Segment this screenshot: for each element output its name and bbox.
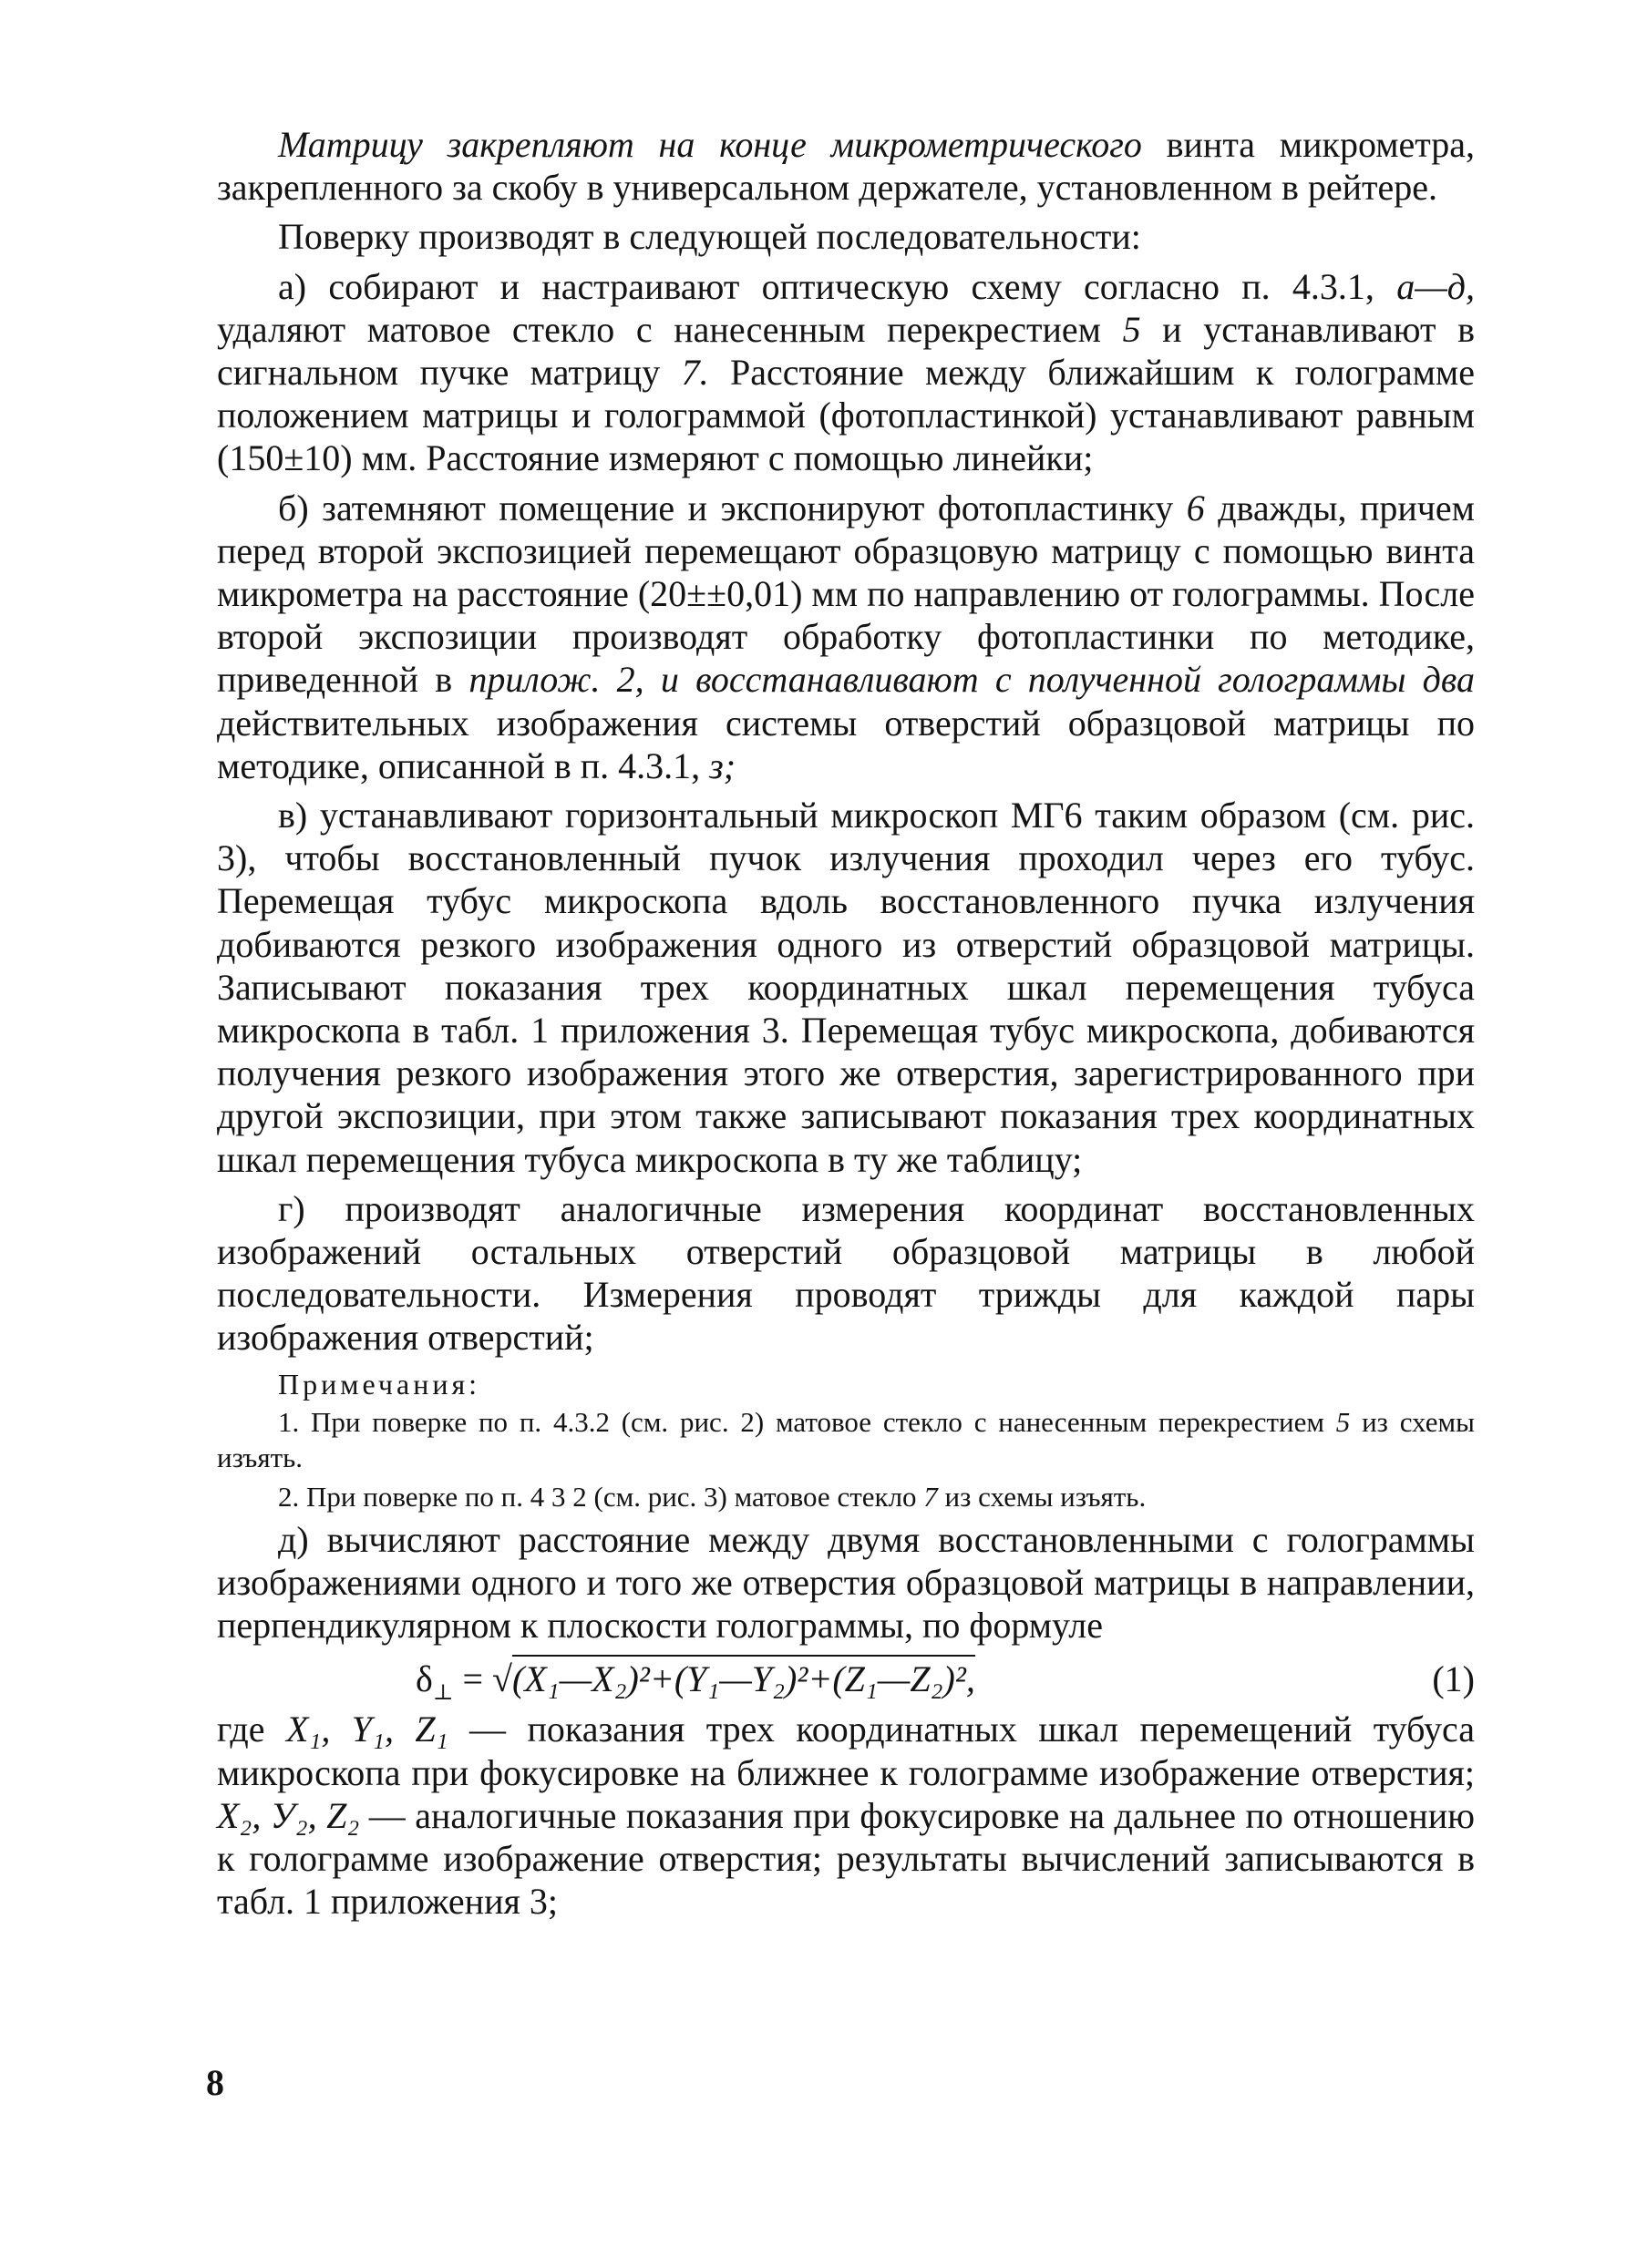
formula-eq-root: = √ [453,1658,512,1700]
item-a-text-1: а) собирают и настраивают оптическую схему согласно п. 4.3.1, [278,265,1397,307]
item-a-ref-range: а—д, [1396,265,1475,307]
item-b-ref-z: з; [709,744,736,786]
item-a-text-2: удаляют матовое стекло с нанесенным перекрестием [217,308,1123,350]
page-body [217,123,1475,1929]
formula-delta: δ [416,1658,433,1700]
item-v: в) устанавливают горизонтальный микроскоп МГ6 таким образом (см. рис. 3), чтобы восстановленный пучок излучения проходил через его тубус. Перемещая тубус микроскопа вдоль восстановленного пучка излучения добиваются резкого изображения одного из отверстий образцовой матрицы. Записывают показания трех координатных шкал перемещения тубуса микроскопа в табл. 1 приложения 3. Перемещая тубус микроскопа, добиваются получения резкого изображения этого же отверстия, зарегистрированного при другой экспозиции, при этом также записывают показания трех координатных шкал перемещения тубуса микроскопа в ту же таблицу; [217,795,1475,1180]
notes-title: Примечания: [278,1367,481,1401]
formula-delta-sub: ⊥ [432,1681,454,1706]
paragraph-sequence: Поверку производят в следующей последовательности: [278,216,1141,258]
page-number: 8 [206,2062,224,2103]
where-vars-2: X₂, У₂, Z₂ [217,1794,360,1836]
item-a-text-4: Расстояние между ближайшим к голограмме положением матрицы и голограммой (фотопластинкой) устанавливают равным (150±10) мм. Расстояние измеряют с помощью линейки; [217,352,1475,479]
item-a-ref-7: 7. [681,352,709,394]
note-2-ref: 7 [923,1480,938,1513]
where-vars-1: X₁, Y₁, Z₁ [285,1709,448,1750]
item-a [217,265,1475,480]
item-b-ref-6: 6 [1186,487,1205,529]
item-b-text-2: дважды, причем перед второй экспозицией перемещают образцовую матрицу с помощью винта микрометра на расстояние (20±±0,01) мм по направлению от голограммы. После второй экспозиции производят обработку фотопластинки по методике, приведенной в [217,487,1475,701]
formula [416,1653,975,1719]
item-g: г) производят аналогичные измерения координат восстановленных изображений остальных отверстий образцовой матрицы в любой последовательности. Измерения проводят трижды для каждой пары изображения отверстий; [217,1187,1475,1359]
note-1-ref: 5 [1335,1405,1351,1438]
formula-radicand: (X₁—X₂)²+(Y₁—Y₂)²+(Z₁—Z₂)², [512,1655,975,1699]
note-2 [217,1479,1475,1514]
item-b-italic-appendix: прилож. 2, и восстанавливают с полученной голограммы два [468,659,1475,701]
intro-rest: винта микрометра, закрепленного за скобу в универсальном держателе, установленном в рейтере. [217,124,1475,209]
item-b [217,487,1475,787]
note-2-text-2: из схемы изъять. [937,1480,1147,1513]
paragraph-where [217,1708,1475,1923]
note-1 [217,1404,1475,1475]
item-b-text-1: б) затемняют помещение и экспонируют фотопластинку [278,487,1187,529]
paragraph-intro [217,123,1475,209]
note-2-text-1: 2. При поверке по п. 4 3 2 (см. рис. 3) матовое стекло [278,1480,924,1513]
formula-number: (1) [1432,1658,1475,1700]
item-b-text-3: действительных изображения системы отверстий образцовой матрицы по методике, описанной в п. 4.3.1, [217,702,1475,786]
where-text-2: — показания трех координатных шкал перемещений тубуса микроскопа при фокусировке на ближнее к голограмме изображение отверстия; [217,1709,1475,1793]
formula-row [217,1653,1475,1706]
where-text-1: где [217,1709,286,1750]
item-a-ref-5: 5 [1122,308,1141,350]
where-text-3: — аналогичные показания при фокусировке на дальнее по отношению к голограмме изображение отверстия; результаты вычислений записываются в табл. 1 приложения 3; [217,1794,1475,1923]
note-1-text-1: 1. При поверке по п. 4.3.2 (см. рис. 2) матовое стекло с нанесенным перекрестием [278,1405,1336,1438]
item-d: д) вычисляют расстояние между двумя восстановленными с голограммы изображениями одного и того же отверстия образцовой матрицы в направлении, перпендикулярном к плоскости голограммы, по формуле [217,1518,1475,1647]
note-1-text-2: из схемы изъять. [217,1405,1475,1473]
item-a-text-3: и устанавливают в сигнальном пучке матрицу [217,308,1475,394]
intro-italic: Матрицу закрепляют на конце микрометрического [278,124,1142,165]
